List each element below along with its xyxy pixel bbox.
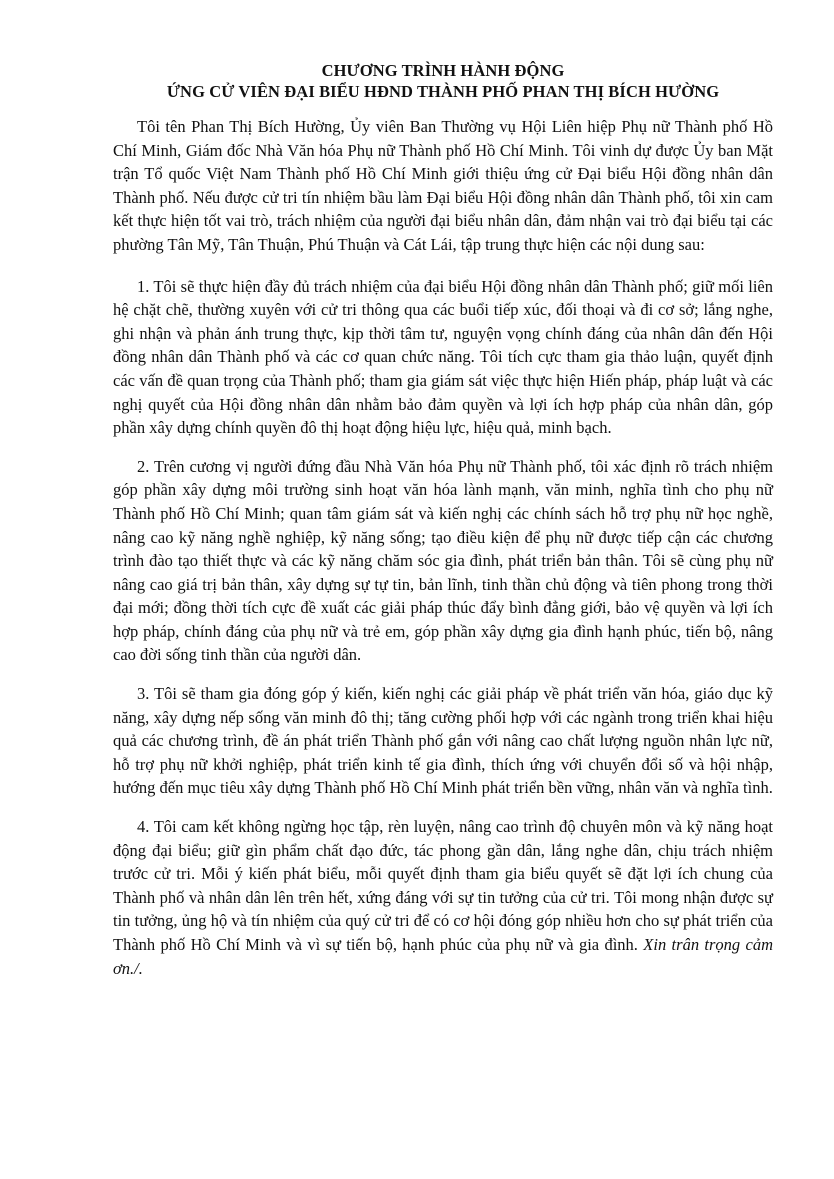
item-4-text: 4. Tôi cam kết không ngừng học tập, rèn luyện, nâng cao trình độ chuyên môn và kỹ năng hoạt động đại biểu; giữ gìn phẩm chất đạo đức, tác phong gần dân, lắng nghe dân, chịu trách nhiệm trước cử tri. Mỗi ý kiến phát biểu, mỗi quyết định tham gia biểu quyết sẽ đặt lợi ích chung của Thành phố và nhân dân lên trên hết, xứng đáng với sự tin tưởng của cử tri. Tôi mong nhận được sự tin tưởng, ủng hộ và tín nhiệm của quý cử tri để có cơ hội đóng góp nhiều hơn cho sự phát triển của Thành phố Hồ Chí Minh và vì sự tiến bộ, hạnh phúc của phụ nữ và gia đình. — [113, 817, 773, 954]
title-line-1: CHƯƠNG TRÌNH HÀNH ĐỘNG — [321, 61, 565, 80]
commitment-item-3 — [113, 682, 773, 800]
commitment-item-4 — [113, 815, 773, 980]
document-page — [113, 60, 773, 980]
intro-text: Tôi tên Phan Thị Bích Hường, Ủy viên Ban Thường vụ Hội Liên hiệp Phụ nữ Thành phố Hồ Chí Minh, Giám đốc Nhà Văn hóa Phụ nữ Thành phố Hồ Chí Minh. Tôi vinh dự được Ủy ban Mặt trận Tổ quốc Việt Nam Thành phố Hồ Chí Minh giới thiệu ứng cử Đại biểu Hội đồng nhân dân Thành phố. Nếu được cử tri tín nhiệm bầu làm Đại biểu Hội đồng nhân dân Thành phố, tôi xin cam kết thực hiện tốt vai trò, trách nhiệm của người đại biểu nhân dân, đảm nhận vai trò đại biểu tại các phường Tân Mỹ, Tân Thuận, Phú Thuận và Cát Lái, tập trung thực hiện các nội dung sau: — [113, 117, 773, 254]
item-3-text: 3. Tôi sẽ tham gia đóng góp ý kiến, kiến nghị các giải pháp về phát triển văn hóa, giáo dục kỹ năng, xây dựng nếp sống văn minh đô thị; tăng cường phối hợp với các ngành trong triển khai hiệu quả các chương trình, đề án phát triển Thành phố gắn với nâng cao chất lượng nguồn nhân lực nữ, hỗ trợ phụ nữ khởi nghiệp, phát triển kinh tế gia đình, thích ứng với chuyển đổi số và hội nhập, hướng đến mục tiêu xây dựng Thành phố Hồ Chí Minh phát triển bền vững, nhân văn và nghĩa tình. — [113, 684, 773, 798]
intro-paragraph — [113, 115, 773, 257]
document-title — [113, 60, 773, 102]
item-1-text: 1. Tôi sẽ thực hiện đầy đủ trách nhiệm của đại biểu Hội đồng nhân dân Thành phố; giữ mối liên hệ chặt chẽ, thường xuyên với cử tri thông qua các buổi tiếp xúc, đối thoại và đi cơ sở; lắng nghe, ghi nhận và phản ánh trung thực, kịp thời tâm tư, nguyện vọng chính đáng của nhân dân đến Hội đồng nhân dân Thành phố và các cơ quan chức năng. Tôi tích cực tham gia thảo luận, quyết định các vấn đề quan trọng của Thành phố; tham gia giám sát việc thực hiện Hiến pháp, pháp luật và các nghị quyết của Hội đồng nhân dân nhằm bảo đảm quyền và lợi ích hợp pháp của nhân dân, góp phần xây dựng chính quyền đô thị hoạt động hiệu lực, hiệu quả, minh bạch. — [113, 276, 773, 438]
commitment-item-1 — [113, 275, 773, 440]
closing-text: Xin trân trọng cảm ơn./. — [113, 935, 774, 978]
commitment-item-2 — [113, 455, 773, 667]
item-2-text: 2. Trên cương vị người đứng đầu Nhà Văn hóa Phụ nữ Thành phố, tôi xác định rõ trách nhiệm góp phần xây dựng môi trường sinh hoạt văn hóa lành mạnh, văn minh, nghĩa tình cho phụ nữ Thành phố Hồ Chí Minh; quan tâm giám sát và kiến nghị các chính sách hỗ trợ phụ nữ học nghề, nâng cao kỹ năng nghề nghiệp, kỹ năng sống; tạo điều kiện để phụ nữ được tiếp cận các chương trình đào tạo thiết thực và các kỹ năng chăm sóc gia đình, phát triển bản thân. Tôi sẽ cùng phụ nữ nâng cao giá trị bản thân, xây dựng sự tự tin, bản lĩnh, tinh thần chủ động và tiên phong trong thời đại mới; đồng thời tích cực đề xuất các giải pháp thúc đẩy bình đẳng giới, bảo vệ quyền và lợi ích hợp pháp, chính đáng của phụ nữ và trẻ em, góp phần xây dựng gia đình hạnh phúc, tiến bộ, nâng cao đời sống tinh thần của người dân. — [113, 456, 773, 665]
title-line-2: ỨNG CỬ VIÊN ĐẠI BIỂU HĐND THÀNH PHỐ PHAN THỊ BÍCH HƯỜNG — [166, 82, 720, 101]
